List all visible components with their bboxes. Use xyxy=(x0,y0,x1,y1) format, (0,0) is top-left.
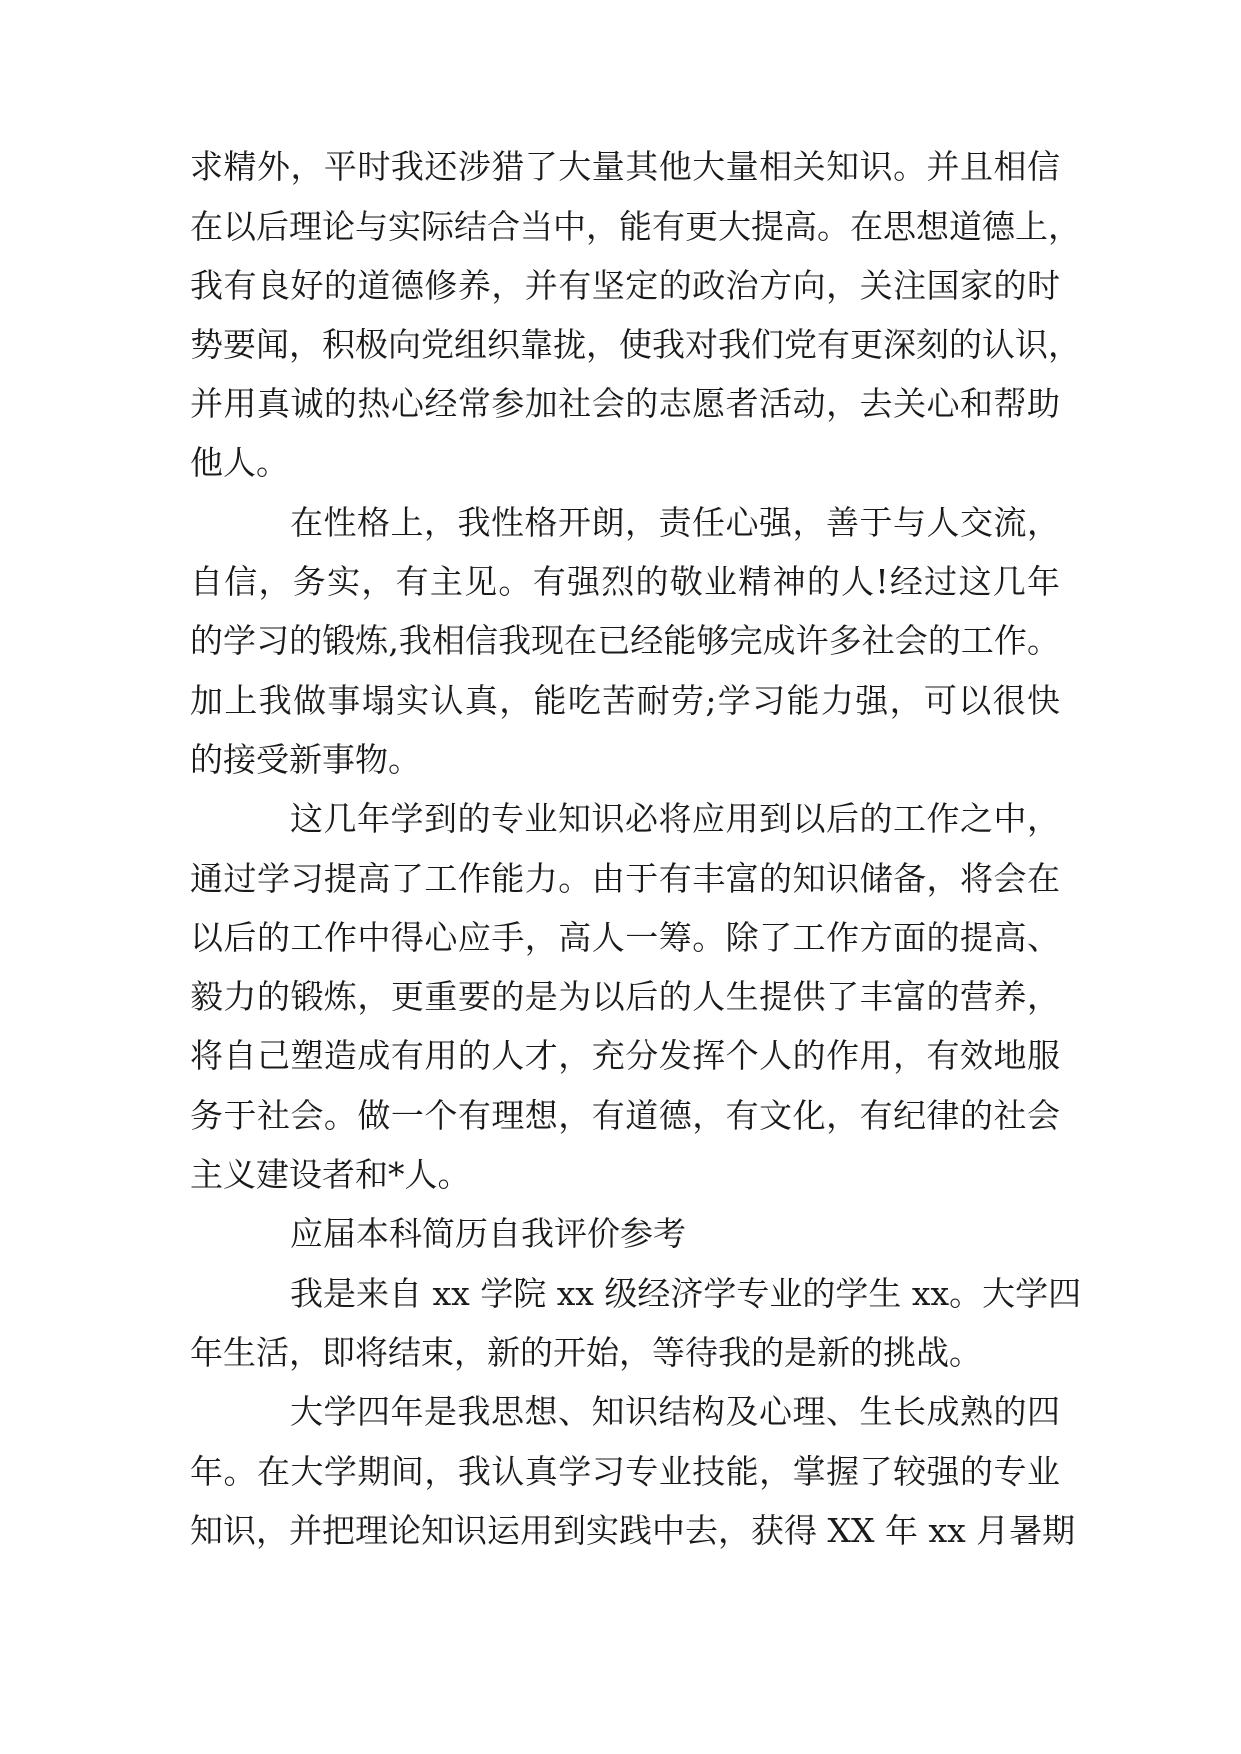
text-line: 他人。 xyxy=(190,443,289,482)
text-line: 的接受新事物。 xyxy=(190,740,421,779)
text-line: 主义建设者和*人。 xyxy=(190,1155,471,1194)
text-line: 以后的工作中得心应手，高人一筹。除了工作方面的提高、 xyxy=(190,918,1060,957)
paragraph-first-line: 这几年学到的专业知识必将应用到以后的工作之中， xyxy=(290,799,1060,838)
text-line: 毅力的锻炼，更重要的是为以后的人生提供了丰富的营养， xyxy=(190,977,1060,1016)
text-line: 年生活，即将结束，新的开始，等待我的是新的挑战。 xyxy=(190,1333,982,1372)
text-line: 的学习的锻炼,我相信我现在已经能够完成许多社会的工作。 xyxy=(190,621,1060,660)
text-line: 自信，务实，有主见。有强烈的敬业精神的人!经过这几年 xyxy=(190,562,1060,601)
text-line: 年。在大学期间，我认真学习专业技能，掌握了较强的专业 xyxy=(190,1452,1060,1491)
text-line: 加上我做事塌实认真，能吃苦耐劳;学习能力强，可以很快 xyxy=(190,681,1060,720)
text-line: 并用真诚的热心经常参加社会的志愿者活动，去关心和帮助 xyxy=(190,384,1060,423)
paragraph-first-line: 我是来自 xx 学院 xx 级经济学专业的学生 xx。大学四 xyxy=(290,1274,1082,1313)
paragraph-first-line: 在性格上，我性格开朗，责任心强，善于与人交流， xyxy=(290,503,1060,542)
paragraph-first-line: 大学四年是我思想、知识结构及心理、生长成熟的四 xyxy=(290,1392,1060,1431)
text-line: 求精外，平时我还涉猎了大量其他大量相关知识。并且相信 xyxy=(190,147,1060,186)
text-line: 将自己塑造成有用的人才，充分发挥个人的作用，有效地服 xyxy=(190,1036,1060,1075)
text-line: 势要闻，积极向党组织靠拢，使我对我们党有更深刻的认识， xyxy=(190,325,1081,364)
text-line: 务于社会。做一个有理想，有道德，有文化，有纪律的社会 xyxy=(190,1096,1060,1135)
text-line: 通过学习提高了工作能力。由于有丰富的知识储备，将会在 xyxy=(190,859,1060,898)
text-line: 知识，并把理论知识运用到实践中去，获得 XX 年 xx 月暑期 xyxy=(190,1511,1076,1550)
section-heading: 应届本科简历自我评价参考 xyxy=(290,1214,686,1253)
text-line: 在以后理论与实际结合当中，能有更大提高。在思想道德上， xyxy=(190,207,1081,246)
text-line: 我有良好的道德修养，并有坚定的政治方向，关注国家的时 xyxy=(190,266,1060,305)
